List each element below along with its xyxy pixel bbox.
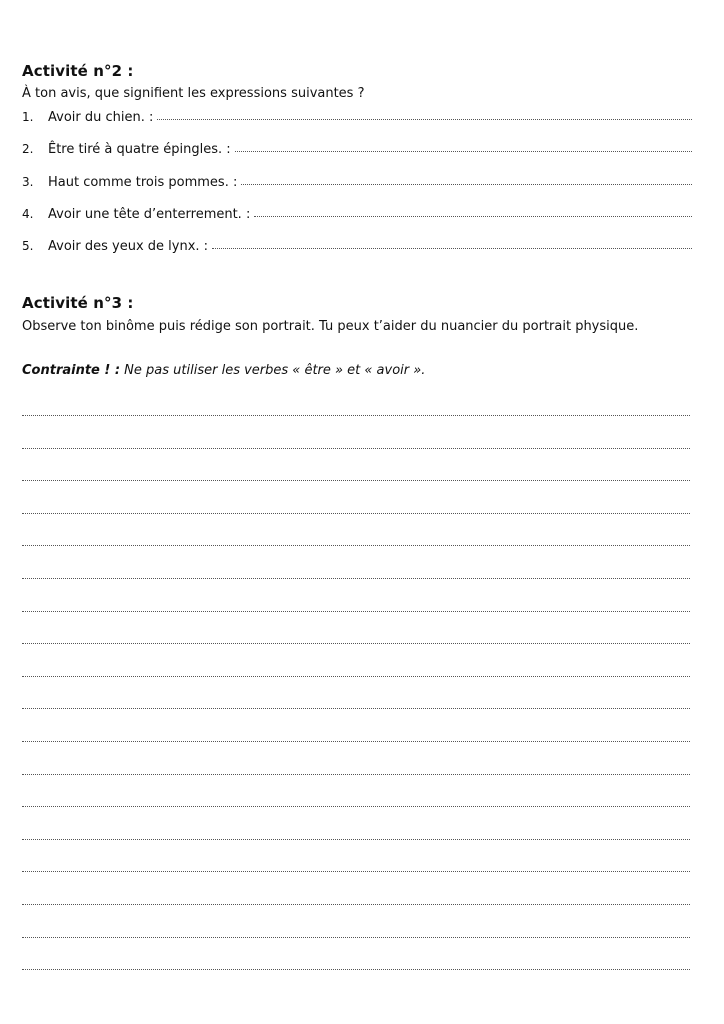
question-number: 5. — [22, 239, 34, 253]
writing-line[interactable] — [22, 643, 690, 644]
question-text: Être tiré à quatre épingles. : — [48, 142, 231, 157]
question-text: Avoir du chien. : — [48, 110, 154, 125]
answer-line[interactable] — [241, 172, 692, 185]
writing-line[interactable] — [22, 937, 690, 938]
question-text: Haut comme trois pommes. : — [48, 175, 238, 190]
answer-line[interactable] — [235, 139, 692, 152]
writing-line[interactable] — [22, 806, 690, 807]
question-row-5 — [22, 237, 692, 255]
writing-line[interactable] — [22, 871, 690, 872]
answer-line[interactable] — [212, 236, 692, 249]
question-number: 3. — [22, 175, 34, 189]
writing-line[interactable] — [22, 708, 690, 709]
writing-line[interactable] — [22, 969, 690, 970]
writing-line[interactable] — [22, 480, 690, 481]
writing-line[interactable] — [22, 904, 690, 905]
writing-line[interactable] — [22, 545, 690, 546]
activity-3-title: Activité n°3 : — [22, 294, 134, 312]
question-number: 2. — [22, 142, 34, 156]
constraint-note — [22, 362, 425, 379]
writing-line[interactable] — [22, 676, 690, 677]
writing-line[interactable] — [22, 578, 690, 579]
writing-line[interactable] — [22, 415, 690, 416]
question-text: Avoir des yeux de lynx. : — [48, 239, 209, 254]
question-row-1 — [22, 108, 692, 126]
writing-line[interactable] — [22, 448, 690, 449]
writing-line[interactable] — [22, 774, 690, 775]
constraint-text: Ne pas utiliser les verbes « être » et « avoir ». — [120, 363, 426, 378]
writing-line[interactable] — [22, 839, 690, 840]
question-text: Avoir une tête d’enterrement. : — [48, 207, 251, 222]
activity-2-instruction: À ton avis, que signifient les expressions suivantes ? — [22, 86, 365, 101]
question-row-4 — [22, 205, 692, 223]
activity-3-instruction: Observe ton binôme puis rédige son portrait. Tu peux t’aider du nuancier du portrait physique. — [22, 319, 639, 334]
activity-2-title: Activité n°2 : — [22, 62, 134, 80]
answer-line[interactable] — [157, 107, 692, 120]
question-number: 1. — [22, 110, 34, 124]
question-number: 4. — [22, 207, 34, 221]
writing-line[interactable] — [22, 741, 690, 742]
writing-line[interactable] — [22, 513, 690, 514]
question-row-2 — [22, 140, 692, 158]
question-row-3 — [22, 173, 692, 191]
writing-line[interactable] — [22, 611, 690, 612]
constraint-label: Contrainte ! : — [22, 363, 121, 378]
answer-line[interactable] — [254, 204, 692, 217]
